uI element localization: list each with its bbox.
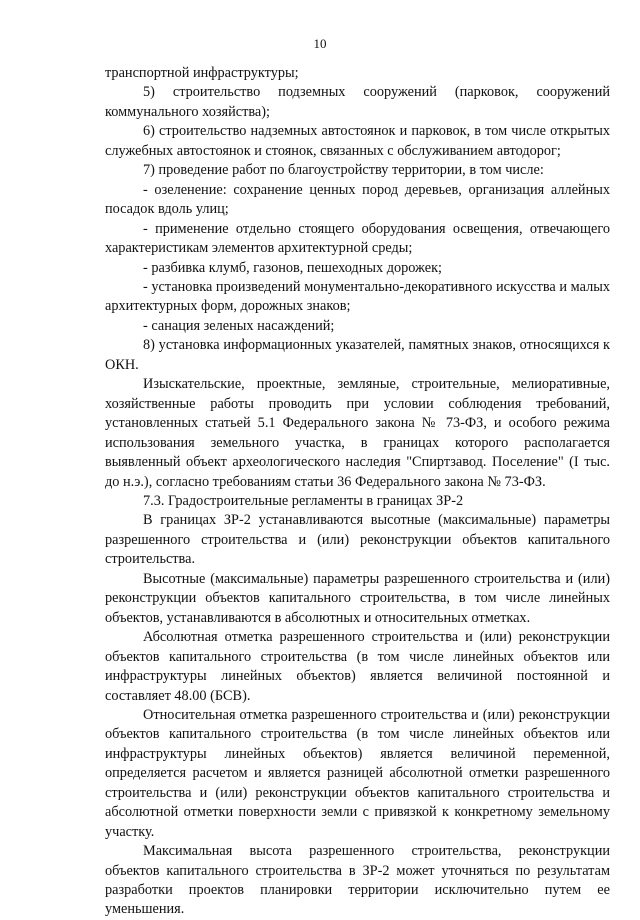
page-number: 10	[313, 36, 327, 51]
paragraph: 5) строительство подземных сооружений (парковок, сооружений коммунального хозяйства);	[105, 84, 610, 120]
paragraph: 8) установка информационных указателей, памятных знаков, относящихся к ОКН.	[105, 337, 610, 373]
paragraph: Относительная отметка разрешенного строительства и (или) реконструкции объектов капитального строительства (в том числе линейных объектов или инфраструктуры линейных объектов) является величиной переменной, определяется расчетом и является разницей абсолютной отметки разрешенного строительства и (или) реконструкции объектов капитального строительства и абсолютной отметки поверхности земли с привязкой к конкретному земельному участку.	[105, 706, 610, 840]
list-item: - применение отдельно стоящего оборудования освещения, отвечающего характеристикам элементов архитектурной среды;	[105, 220, 610, 257]
paragraph: Абсолютная отметка разрешенного строительства и (или) реконструкции объектов капитального строительства (в том числе линейных объектов или инфраструктуры линейных объектов) является величиной постоянной и составляет 48.00 (БСВ).	[105, 629, 610, 704]
section-heading: 7.3. Градостроительные регламенты в границах ЗР-2	[143, 492, 464, 509]
list-item: - установка произведений монументально-декоративного искусства и малых архитектурных форм, дорожных знаков;	[105, 278, 610, 315]
list-item: - озеленение: сохранение ценных пород деревьев, организация аллейных посадок вдоль улиц;	[105, 181, 610, 218]
paragraph: Изыскательские, проектные, земляные, строительные, мелиоративные, хозяйственные работы проводить при условии соблюдения требований, установленных статьей 5.1 Федерального закона № 73-ФЗ, и особого режима использования земельного участка, в границах которого располагается выявленный объект археологического наследия "Спиртзавод. Поселение" (I тыс. до н.э.), согласно требованиям статьи 36 Федерального закона № 73-ФЗ.	[105, 376, 610, 490]
paragraph: транспортной инфраструктуры;	[105, 65, 299, 81]
paragraph: 7) проведение работ по благоустройству территории, в том числе:	[143, 162, 544, 179]
list-item: - разбивка клумб, газонов, пешеходных дорожек;	[143, 259, 443, 276]
paragraph: 6) строительство надземных автостоянок и парковок, в том числе открытых служебных автостоянок и стоянок, связанных с обслуживанием автодорог;	[105, 123, 610, 159]
document-body	[105, 64, 610, 920]
paragraph: Высотные (максимальные) параметры разрешенного строительства и (или) реконструкции объектов капитального строительства, в том числе линейных объектов, устанавливаются в абсолютных и относительных отметках.	[105, 570, 610, 626]
list-item: - санация зеленых насаждений;	[143, 317, 335, 334]
paragraph: В границах ЗР-2 устанавливаются высотные (максимальные) параметры разрешенного строительства и (или) реконструкции объектов капитального строительства.	[105, 512, 610, 568]
paragraph: Максимальная высота разрешенного строительства, реконструкции объектов капитального строительства в ЗР-2 может уточняться по результатам разработки проектов планировки территории исключительно путем ее уменьшения.	[105, 843, 610, 918]
